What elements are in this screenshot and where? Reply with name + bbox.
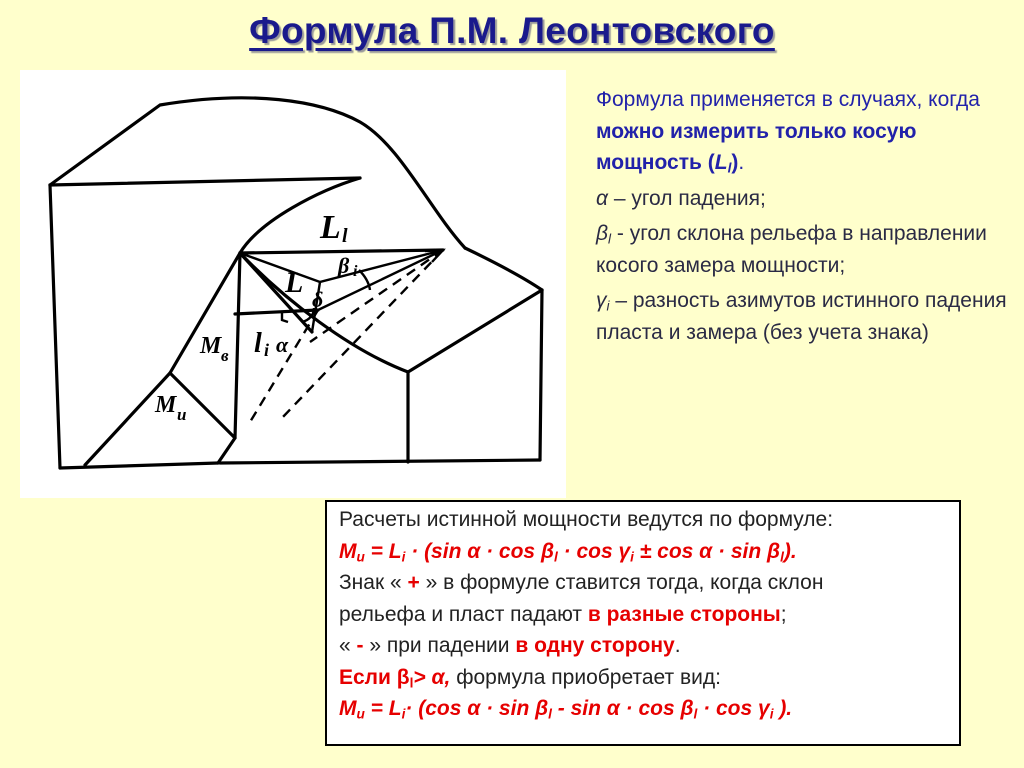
label-alpha: α: [276, 332, 289, 357]
label-L-mid: L: [285, 266, 304, 299]
sign-rule-plus-cont: рельефа и пласт падают в разные стороны;: [339, 602, 787, 626]
block-diagram-svg: [20, 70, 566, 498]
label-l-small-sub: i: [264, 340, 270, 360]
formula-alt: $M_u = L_i\cdot (\cos$ $\alpha \cdot \sin \beta_l - \sin \alpha \cdot \cos \beta_l \cdot \cos \gamma_i$ ).: [339, 697, 793, 722]
alpha-definition: α – угол падения;: [596, 186, 766, 210]
label-l-small: l: [254, 328, 262, 359]
condition-line: Если $\beta_l> \alpha$, формула приобретает вид:: [339, 665, 721, 690]
label-beta: β: [338, 253, 350, 278]
formula-box: [325, 500, 961, 746]
label-beta-sub: i: [353, 263, 358, 280]
label-M-i: M: [155, 392, 177, 418]
label-L-top: L: [320, 209, 341, 246]
label-M-v: M: [200, 333, 222, 359]
formula-intro: Расчеты истинной мощности ведутся по формуле:: [339, 508, 834, 531]
label-delta: δ: [312, 287, 324, 312]
sign-rule-minus: « - » при падении в одну сторону.: [339, 634, 681, 657]
beta-definition: $\beta_l$ - угол склона рельефа в направлении косого замера мощности;: [596, 222, 987, 277]
usage-note: Формула применяется в случаях, когда можно измерить только косую мощность $(L_l)$.: [596, 88, 980, 176]
label-M-v-sub: в: [221, 346, 229, 365]
label-M-i-sub: и: [177, 405, 187, 424]
sign-rule-plus: Знак « + » в формуле ставится тогда, когда склон: [339, 571, 824, 594]
definitions-panel: [596, 84, 1016, 352]
gamma-definition: $\gamma_i$ – разность азимутов истинного падения пласта и замера (без учета знака): [596, 289, 1007, 344]
page-title: Формула П.М. Леонтовского: [249, 10, 775, 51]
geology-block-diagram: [20, 70, 566, 498]
formula-main: $M_u = L_i \cdot (\sin$ $\alpha \cdot \cos \beta_l \cdot \cos \gamma_i \pm \cos \alpha \cdot \sin \beta_l$).: [339, 539, 797, 564]
label-L-top-sub: l: [342, 225, 348, 247]
